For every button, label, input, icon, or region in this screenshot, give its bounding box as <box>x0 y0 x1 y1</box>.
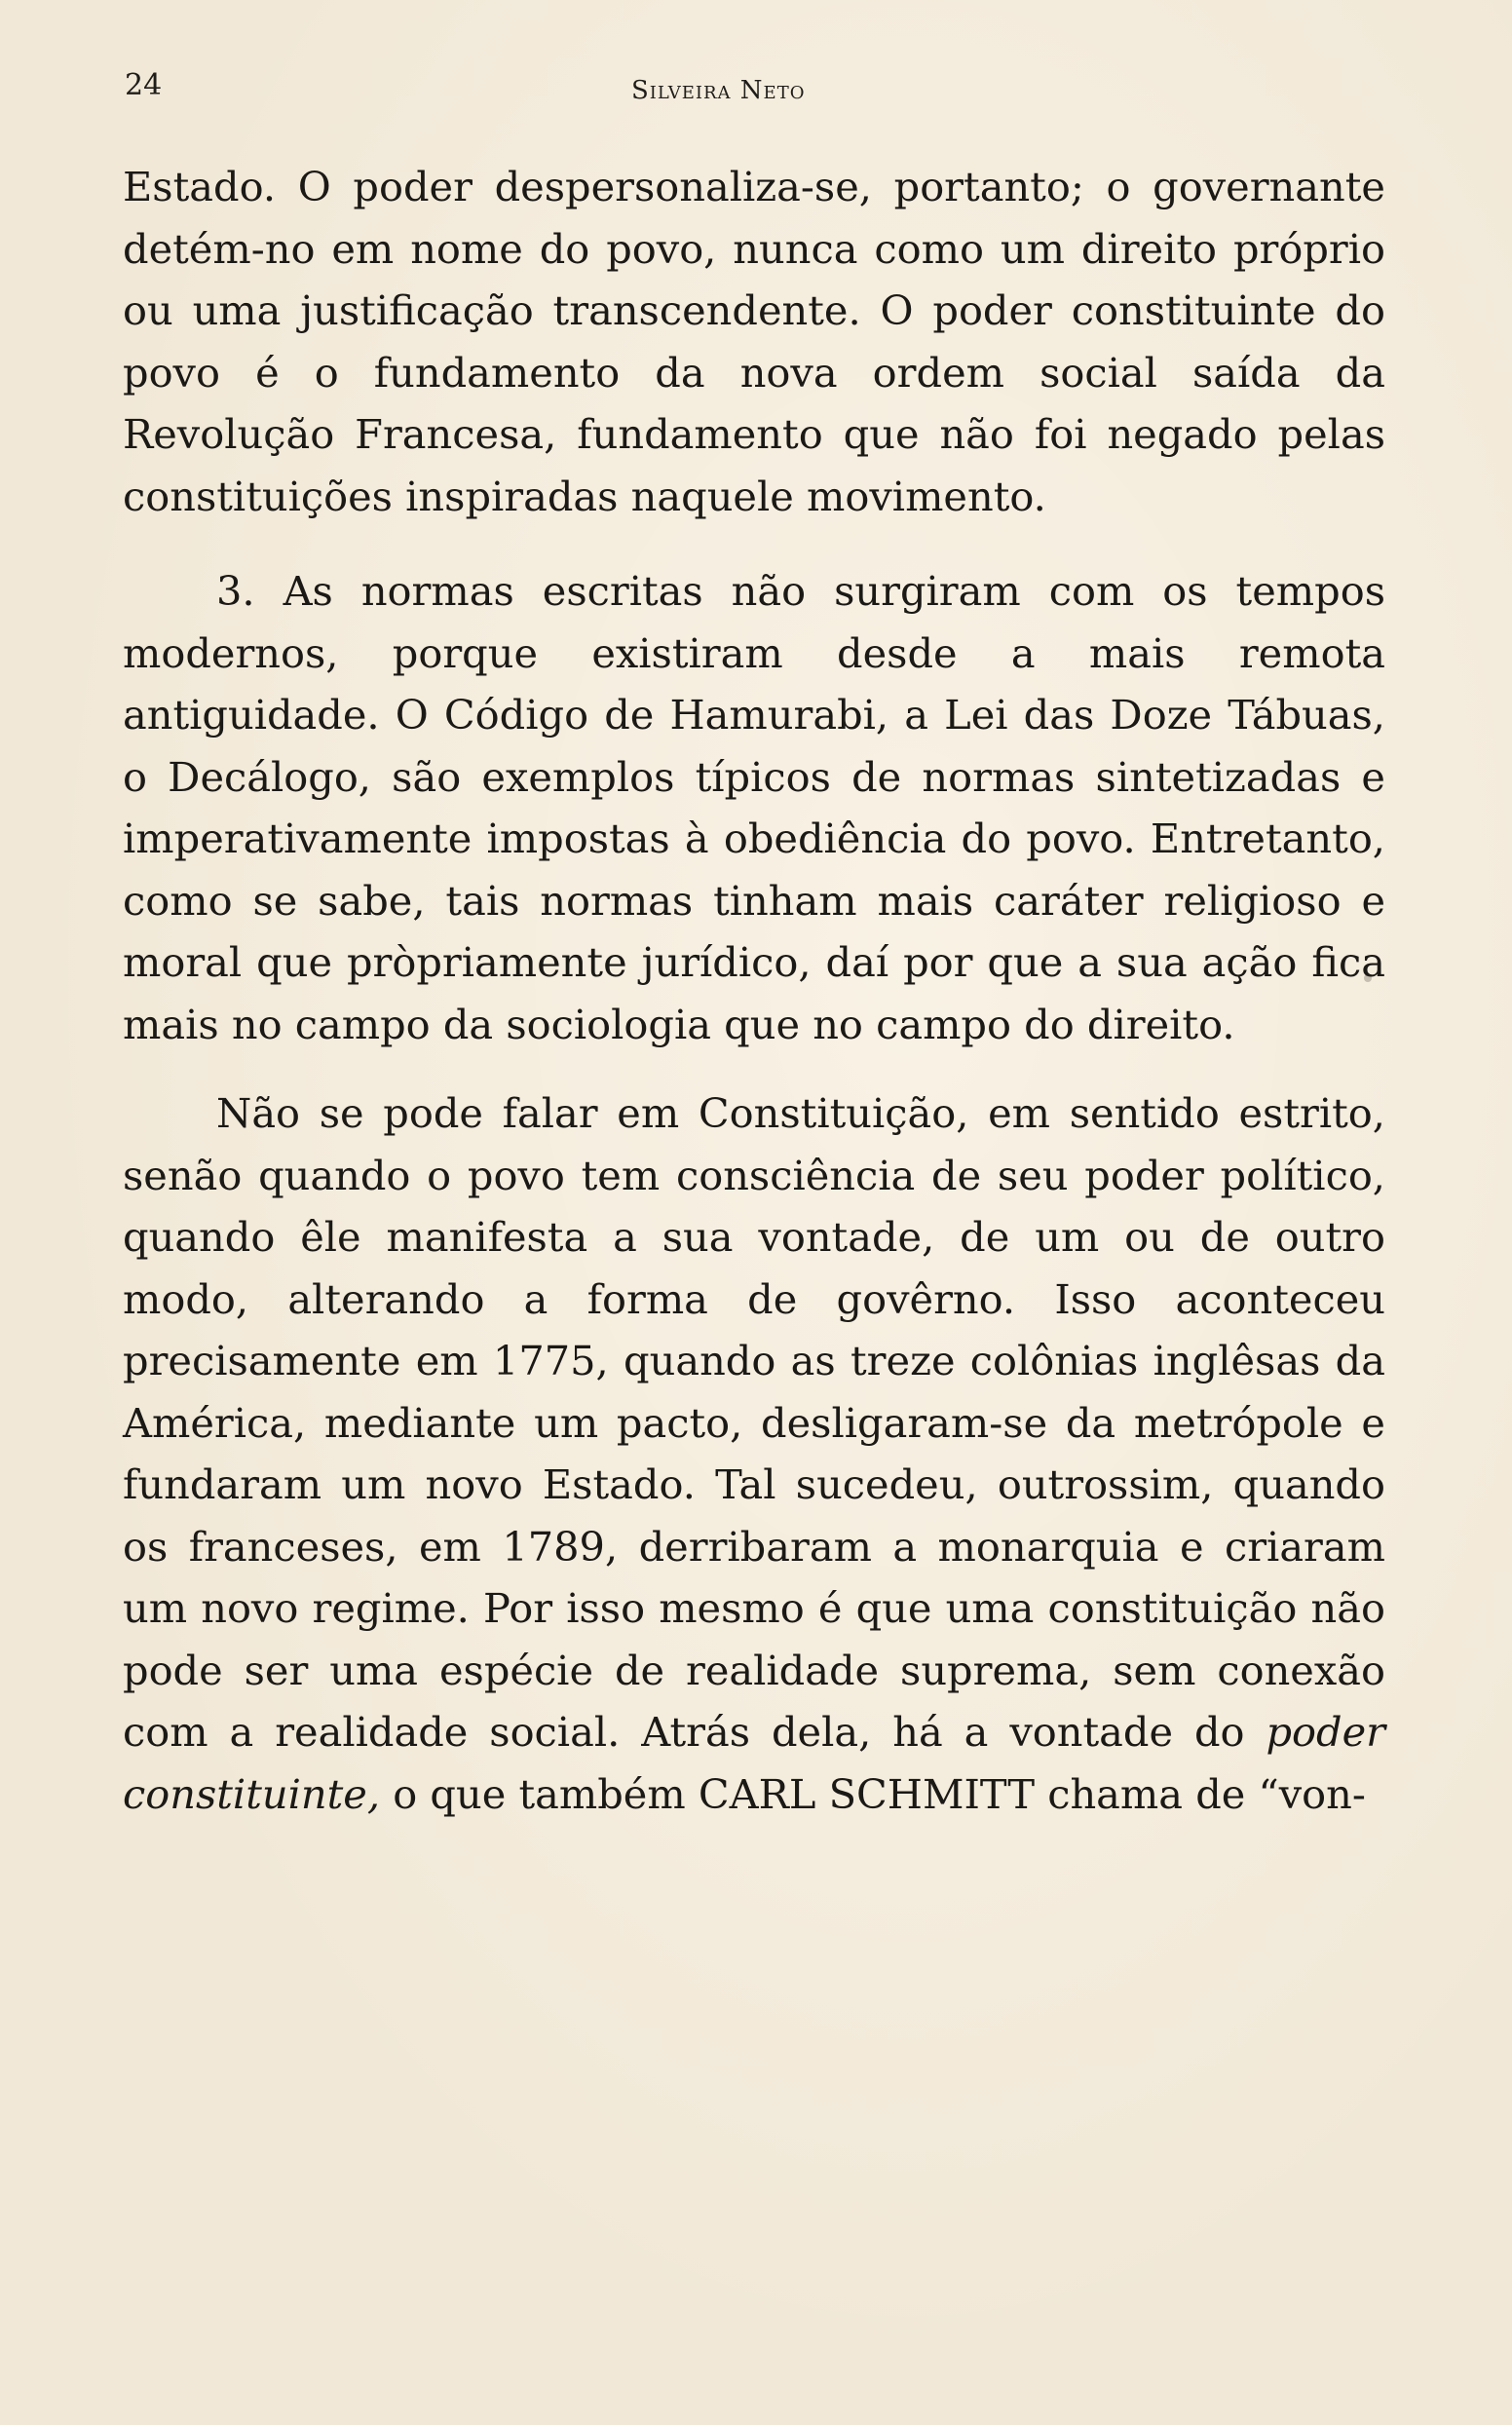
paragraph-3-text-start: Não se pode falar em Constituição, em sentido estrito, senão quando o povo tem consciência de seu poder político, quando êle manifesta a sua vontade, de um ou de outro modo, alterando a forma de govêrno. Isso aconteceu precisamente em 1775, quando as treze colônias inglêsas da América, mediante um pacto, desligaram-se da metrópole e fundaram um novo Estado. Tal sucedeu, outrossim, quando os franceses, em 1789, derribaram a monarquia e criaram um novo regime. Por isso mesmo é que uma constituição não pode ser uma espécie de realidade suprema, sem conexão com a realidade social. Atrás dela, há a vontade do <box>123 1089 1385 1756</box>
body-text <box>123 156 1385 1825</box>
running-head: Silveira Neto <box>631 76 806 105</box>
paragraph-3 <box>123 1082 1385 1825</box>
paragraph-3-text-end: o que também CARL SCHMITT chama de “von- <box>380 1769 1366 1818</box>
page-number: 24 <box>125 68 163 102</box>
paragraph-2: 3. As normas escritas não surgiram com os tempos modernos, porque existiram desde a mais remota antiguidade. O Código de Hamurabi, a Lei das Doze Tábuas, o Decálogo, são exemplos típicos de normas sintetizadas e imperativamente impostas à obediência do povo. Entretanto, como se sabe, tais normas tinham mais caráter religioso e moral que pròpriamente jurídico, daí por que a sua ação fica mais no campo da sociologia que no campo do direito. <box>123 567 1385 1048</box>
paragraph-1: Estado. O poder despersonaliza-se, portanto; o governante detém-no em nome do povo, nunca como um direito próprio ou uma justificação transcendente. O poder constituinte do povo é o fundamento da nova ordem social saída da Revolução Francesa, fundamento que não foi negado pelas constituições inspiradas naquele movimento. <box>123 163 1385 520</box>
italic-term-poder-constituinte: poder constituinte, <box>123 1708 1385 1818</box>
page-header <box>125 68 1391 117</box>
ink-speck <box>1364 974 1372 982</box>
